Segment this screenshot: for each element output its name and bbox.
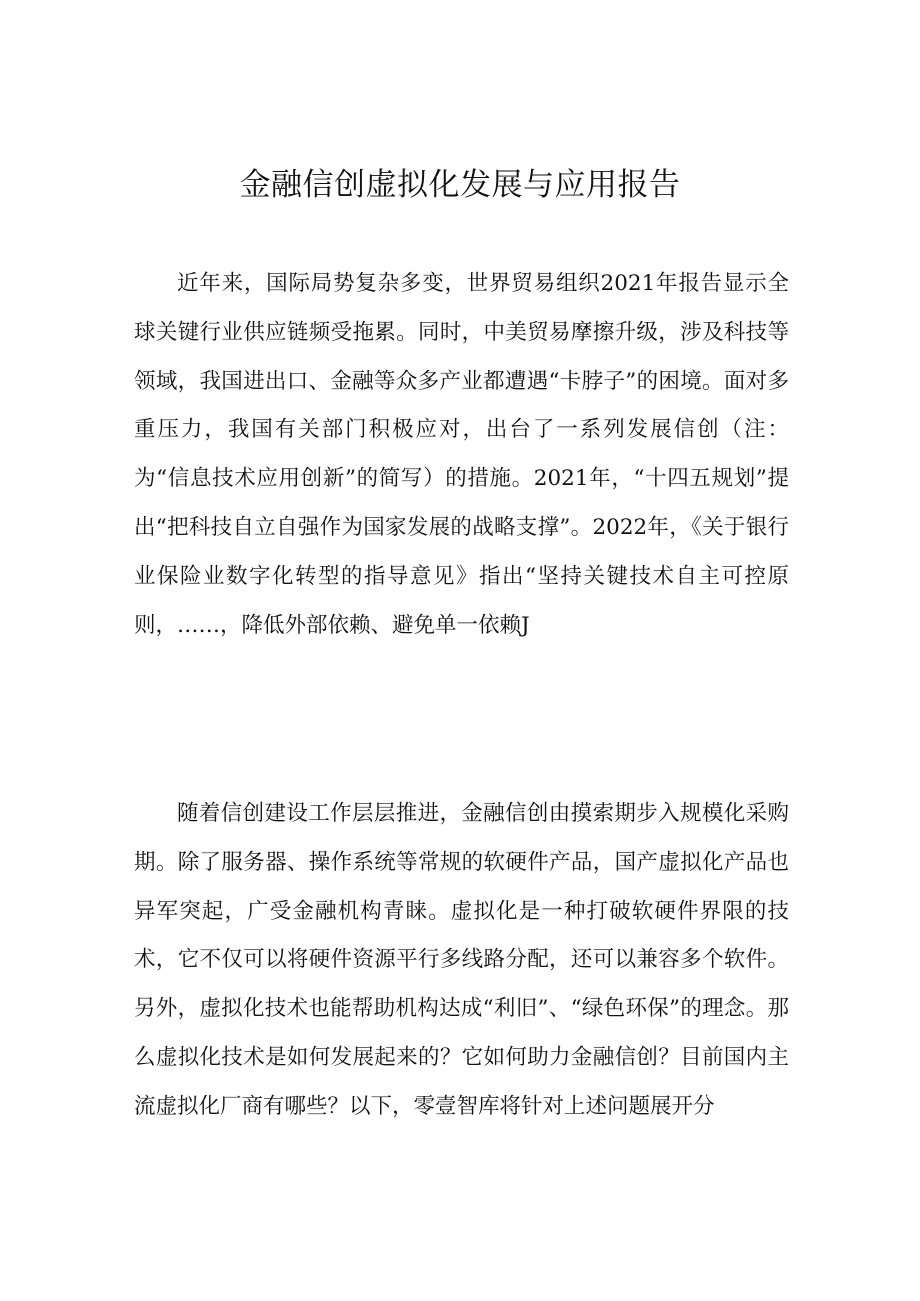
- document-title: 金融信创虚拟化发展与应用报告: [239, 167, 681, 203]
- paragraph-intro: 近年来，国际局势复杂多变，世界贸易组织2021年报告显示全球关键行业供应链频受拖累。同时，中美贸易摩擦升级，涉及科技等领域，我国进出口、金融等众多产业都遭遇“卡脖子”的困境。面对多重压力，我国有关部门积极应对，出台了一系列发展信创（注：为“信息技术应用创新”的简写）的措施。2021年，“十四五规划”提出“把科技自立自强作为国家发展的战略支撑”。2022年，《关于银行业保险业数字化转型的指导意见》指出“坚持关键技术自主可控原则，……，降低外部依赖、避免单一依赖J: [134, 271, 789, 638]
- paragraph-virtualization: 随着信创建设工作层层推进，金融信创由摸索期步入规模化采购期。除了服务器、操作系统等常规的软硬件产品，国产虚拟化产品也异军突起，广受金融机构青睐。虚拟化是一种打破软硬件界限的技术，它不仅可以将硬件资源平行多线路分配，还可以兼容多个软件。另外，虚拟化技术也能帮助机构达成“利旧”、“绿色环保”的理念。那么虚拟化技术是如何发展起来的？它如何助力金融信创？目前国内主流虚拟化厂商有哪些？以下，零壹智库将针对上述问题展开分: [134, 801, 789, 1119]
